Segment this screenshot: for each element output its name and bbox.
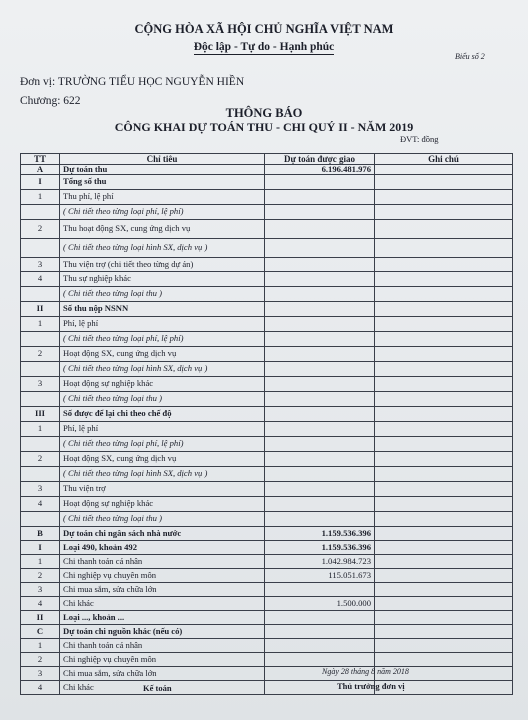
row-indicator: Chi thanh toán cá nhân — [60, 638, 265, 652]
row-note — [375, 376, 513, 391]
row-note — [375, 165, 513, 175]
table-row — [21, 666, 513, 680]
row-number — [21, 361, 60, 376]
row-number — [21, 511, 60, 526]
table-row — [21, 391, 513, 406]
row-number: 4 — [21, 680, 60, 694]
row-indicator: Chi thanh toán cá nhân — [60, 554, 265, 568]
row-note — [375, 610, 513, 624]
national-motto — [0, 41, 528, 53]
row-indicator: Phí, lệ phí — [60, 421, 265, 436]
head-of-unit-label: Thủ trưởng đơn vị — [337, 681, 405, 691]
row-note — [375, 204, 513, 219]
row-indicator: Thu sự nghiệp khác — [60, 271, 265, 286]
table-row — [21, 286, 513, 301]
row-note — [375, 257, 513, 271]
row-number: I — [21, 540, 60, 554]
table-row — [21, 271, 513, 286]
row-indicator: Dự toán chi ngân sách nhà nước — [60, 526, 265, 540]
table-row — [21, 481, 513, 496]
row-indicator: ( Chi tiết theo từng loại thu ) — [60, 391, 265, 406]
row-number: 3 — [21, 376, 60, 391]
row-note — [375, 406, 513, 421]
row-estimate — [265, 391, 375, 406]
row-indicator: Chi mua sắm, sửa chữa lớn — [60, 666, 265, 680]
table-row — [21, 316, 513, 331]
row-number: III — [21, 406, 60, 421]
header-estimate: Dự toán được giao — [265, 154, 375, 165]
row-estimate — [265, 610, 375, 624]
sign-date: Ngày 28 tháng 8 năm 2018 — [322, 667, 409, 676]
row-indicator: Số được để lại chi theo chế độ — [60, 406, 265, 421]
row-indicator: Chi mua sắm, sửa chữa lớn — [60, 582, 265, 596]
motto-text: Độc lập - Tự do - Hạnh phúc — [193, 41, 335, 53]
row-number: 4 — [21, 496, 60, 511]
row-number: I — [21, 174, 60, 189]
row-note — [375, 271, 513, 286]
row-estimate — [265, 652, 375, 666]
row-estimate — [265, 624, 375, 638]
row-number — [21, 286, 60, 301]
table-body — [21, 165, 513, 695]
row-note — [375, 526, 513, 540]
row-indicator: Loại ..., khoản ... — [60, 610, 265, 624]
row-number: 2 — [21, 451, 60, 466]
row-estimate — [265, 331, 375, 346]
accountant-label: Kế toán — [143, 683, 172, 693]
row-estimate — [265, 511, 375, 526]
row-indicator: Thu phí, lệ phí — [60, 189, 265, 204]
table-header-row — [21, 154, 513, 165]
row-number — [21, 331, 60, 346]
header-note: Ghi chú — [375, 154, 513, 165]
row-indicator: Thu hoạt động SX, cung ứng dịch vụ — [60, 219, 265, 238]
row-note — [375, 596, 513, 610]
table-row — [21, 511, 513, 526]
row-estimate — [265, 406, 375, 421]
table-row — [21, 652, 513, 666]
row-note — [375, 286, 513, 301]
row-estimate — [265, 451, 375, 466]
row-number: 2 — [21, 346, 60, 361]
row-number: 2 — [21, 568, 60, 582]
row-estimate: 1.159.536.396 — [265, 540, 375, 554]
row-estimate — [265, 361, 375, 376]
row-note — [375, 554, 513, 568]
row-number — [21, 238, 60, 257]
row-estimate: 115.051.673 — [265, 568, 375, 582]
table-row — [21, 451, 513, 466]
row-note — [375, 301, 513, 316]
row-note — [375, 189, 513, 204]
chapter-code: Chương: 622 — [20, 95, 81, 107]
row-indicator: Chi nghiệp vụ chuyên môn — [60, 652, 265, 666]
row-indicator: Loại 490, khoản 492 — [60, 540, 265, 554]
row-number: 3 — [21, 582, 60, 596]
table-row — [21, 361, 513, 376]
row-number: 1 — [21, 421, 60, 436]
notice-title: THÔNG BÁO — [225, 106, 303, 120]
row-estimate — [265, 496, 375, 511]
row-estimate: 1.042.984.723 — [265, 554, 375, 568]
row-number: 1 — [21, 638, 60, 652]
table-row — [21, 301, 513, 316]
row-note — [375, 346, 513, 361]
row-number — [21, 391, 60, 406]
row-indicator: Số thu nộp NSNN — [60, 301, 265, 316]
row-indicator: ( Chi tiết theo từng loại thu ) — [60, 286, 265, 301]
row-estimate — [265, 204, 375, 219]
row-indicator: Tổng số thu — [60, 174, 265, 189]
row-number — [21, 466, 60, 481]
row-note — [375, 638, 513, 652]
row-indicator: ( Chi tiết theo từng loại hình SX, dịch vụ ) — [60, 466, 265, 481]
row-estimate — [265, 257, 375, 271]
row-indicator: Hoạt động sự nghiệp khác — [60, 496, 265, 511]
row-estimate — [265, 638, 375, 652]
row-indicator: ( Chi tiết theo từng loại hình SX, dịch vụ ) — [60, 238, 265, 257]
row-estimate — [265, 301, 375, 316]
table-row — [21, 554, 513, 568]
row-indicator: Hoạt động SX, cung ứng dịch vụ — [60, 346, 265, 361]
row-note — [375, 582, 513, 596]
row-estimate — [265, 346, 375, 361]
table-row — [21, 174, 513, 189]
row-estimate — [265, 582, 375, 596]
row-indicator: ( Chi tiết theo từng loại phí, lệ phí) — [60, 204, 265, 219]
row-note — [375, 624, 513, 638]
row-number: II — [21, 301, 60, 316]
row-indicator: Dự toán chi nguồn khác (nếu có) — [60, 624, 265, 638]
row-number: 1 — [21, 554, 60, 568]
table-row — [21, 596, 513, 610]
budget-table — [20, 153, 513, 695]
row-note — [375, 331, 513, 346]
row-number — [21, 436, 60, 451]
row-note — [375, 238, 513, 257]
table-row — [21, 331, 513, 346]
form-number: Biểu số 2 — [455, 52, 485, 61]
row-indicator: Dự toán thu — [60, 165, 265, 175]
row-indicator: Hoạt động SX, cung ứng dịch vụ — [60, 451, 265, 466]
row-estimate — [265, 316, 375, 331]
header-tt: TT — [21, 154, 60, 165]
row-estimate — [265, 376, 375, 391]
row-note — [375, 361, 513, 376]
row-indicator: Phí, lệ phí — [60, 316, 265, 331]
table-row — [21, 582, 513, 596]
row-estimate — [265, 174, 375, 189]
table-row — [21, 238, 513, 257]
table-row — [21, 436, 513, 451]
row-number: II — [21, 610, 60, 624]
table-row — [21, 421, 513, 436]
row-estimate — [265, 271, 375, 286]
row-note — [375, 436, 513, 451]
table-row — [21, 610, 513, 624]
table-row — [21, 540, 513, 554]
row-estimate — [265, 466, 375, 481]
row-indicator: Chi khác — [60, 680, 265, 694]
row-estimate — [265, 436, 375, 451]
row-note — [375, 451, 513, 466]
row-estimate — [265, 219, 375, 238]
row-number: 3 — [21, 257, 60, 271]
row-indicator: Thu viện trợ — [60, 481, 265, 496]
row-note — [375, 391, 513, 406]
row-note — [375, 481, 513, 496]
row-indicator: ( Chi tiết theo từng loại phí, lệ phí) — [60, 331, 265, 346]
table-row — [21, 496, 513, 511]
row-number: 3 — [21, 481, 60, 496]
row-note — [375, 316, 513, 331]
row-number: 4 — [21, 271, 60, 286]
row-note — [375, 219, 513, 238]
row-estimate — [265, 481, 375, 496]
row-note — [375, 540, 513, 554]
table-row — [21, 638, 513, 652]
row-indicator: Thu viện trợ (chi tiết theo từng dự án) — [60, 257, 265, 271]
row-estimate: 6.196.481.976 — [265, 165, 375, 175]
table-row — [21, 219, 513, 238]
row-indicator: Hoạt động sự nghiệp khác — [60, 376, 265, 391]
table-row — [21, 624, 513, 638]
row-estimate — [265, 189, 375, 204]
row-note — [375, 466, 513, 481]
row-note — [375, 174, 513, 189]
row-number: 1 — [21, 316, 60, 331]
table-row — [21, 165, 513, 175]
row-number: 4 — [21, 596, 60, 610]
republic-heading: CỘNG HÒA XÃ HỘI CHỦ NGHĨA VIỆT NAM — [134, 22, 394, 36]
table-row — [21, 257, 513, 271]
row-number: 2 — [21, 219, 60, 238]
row-note — [375, 421, 513, 436]
row-indicator: Chi khác — [60, 596, 265, 610]
header-indicator: Chỉ tiêu — [60, 154, 265, 165]
table-row — [21, 189, 513, 204]
row-indicator: Chi nghiệp vụ chuyên môn — [60, 568, 265, 582]
row-number — [21, 204, 60, 219]
table-row — [21, 376, 513, 391]
row-note — [375, 568, 513, 582]
table-row — [21, 526, 513, 540]
table-row — [21, 406, 513, 421]
row-indicator: ( Chi tiết theo từng loại phí, lệ phí) — [60, 436, 265, 451]
row-indicator: ( Chi tiết theo từng loại hình SX, dịch vụ ) — [60, 361, 265, 376]
row-estimate — [265, 238, 375, 257]
row-number: 3 — [21, 666, 60, 680]
row-number: C — [21, 624, 60, 638]
row-number: 2 — [21, 652, 60, 666]
row-number: B — [21, 526, 60, 540]
row-number: 1 — [21, 189, 60, 204]
row-note — [375, 652, 513, 666]
table-row — [21, 204, 513, 219]
row-indicator: ( Chi tiết theo từng loại thu ) — [60, 511, 265, 526]
row-estimate: 1.159.536.396 — [265, 526, 375, 540]
row-note — [375, 496, 513, 511]
table-row — [21, 568, 513, 582]
table-row — [21, 346, 513, 361]
table-row — [21, 680, 513, 694]
row-estimate — [265, 286, 375, 301]
unit-name: Đơn vị: TRƯỜNG TIỂU HỌC NGUYỄN HIỀN — [20, 76, 245, 88]
table-row — [21, 466, 513, 481]
notice-subtitle: CÔNG KHAI DỰ TOÁN THU - CHI QUÝ II - NĂM 2019 — [114, 120, 414, 134]
currency-unit-note: ĐVT: đồng — [400, 134, 439, 144]
row-number: A — [21, 165, 60, 175]
row-estimate — [265, 421, 375, 436]
row-estimate: 1.500.000 — [265, 596, 375, 610]
row-note — [375, 511, 513, 526]
